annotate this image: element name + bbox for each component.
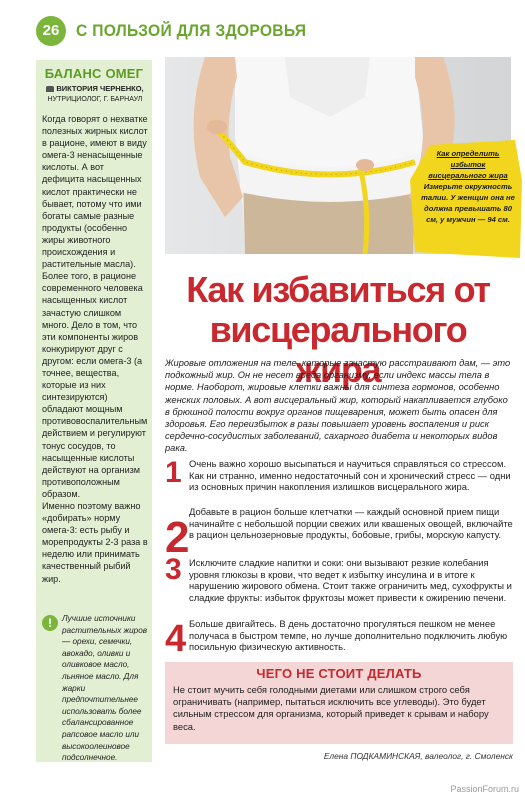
article-headline: Как избавиться от висцерального жира (186, 269, 490, 390)
exclamation-icon: ! (42, 615, 58, 631)
warning-title: ЧЕГО НЕ СТОИТ ДЕЛАТЬ (256, 666, 422, 681)
sidebar-title: БАЛАНС ОМЕГ (44, 66, 144, 81)
site-watermark: PassionForum.ru (450, 784, 519, 794)
page-number: 26 (36, 16, 66, 46)
sidebar-omega-balance (36, 60, 152, 762)
sidebar-author-role: НУТРИЦИОЛОГ, Г. БАРНАУЛ (47, 96, 143, 103)
sidebar-author (40, 84, 150, 94)
tip-number: 3 (165, 553, 182, 586)
tip-text: Исключите сладкие напитки и соки: они вызывают резкие колебания уровня глюкозы в крови, что ведет к избытку инсулина и в итоге к нарушению жирового обмена. Стоит также ограничить мед, сухофрукты и сладкие фрукты: избыток фруктозы может привести к ожирению печени. (189, 557, 512, 603)
warning-box (165, 662, 513, 744)
tip-number: 2 (165, 513, 190, 562)
tip-text: Добавьте в рацион больше клетчатки — каждый основной прием пищи начинайте с небольшой порции свежих или квашеных овощей, включайте в рацион цельнозерновые продукты, бобовые, грибы, морскую капусту. (189, 506, 513, 541)
sidebar-text (42, 113, 148, 585)
sidebar-author-name: ВИКТОРИЯ ЧЕРНЕНКО, (56, 84, 144, 93)
article-lead: Жировые отложения на теле, которые зачастую расстраивают дам, — это подкожный жир. Он не несет вреда организму, если индекс массы тела в норме. Наоборот, жировые клетки важны для синтеза гормонов, особенно женских половых. А вот висцеральный жир, который накапливается глубоко в брюшной полости вокруг органов пищеварения, может быть опасен для здоровья. Его переизбыток в разы повышает уровень воспаления и риск сердечно-сосудистых заболеваний, сахарного диабета и некоторых видов рака. (165, 358, 511, 454)
author-icon (46, 86, 54, 92)
article-signature: Елена ПОДКАМИНСКАЯ, валеолог, г. Смоленск (323, 751, 513, 761)
warning-text: Не стоит мучить себя голодными диетами или слишком строго себя ограничивать (например, пытаться исключить все углеводы). Это будет сильным стрессом для организма, который приведет к срывам и набору веса. (173, 684, 489, 732)
photo-caption-text: Измерьте окружность талии. У женщин она не должна превышать 80 см, у мужчин — 94 см. (421, 182, 515, 224)
tip-number: 1 (165, 456, 182, 489)
tip-text: Очень важно хорошо высыпаться и научиться справляться со стрессом. Как ни странно, именно недостаточный сон и хронический стресс — одни из основных причин накопления излишков висцерального жира. (189, 458, 511, 493)
photo-caption (421, 148, 515, 225)
section-title: С ПОЛЬЗОЙ ДЛЯ ЗДОРОВЬЯ (76, 21, 307, 40)
photo-caption-ref: Как определить избыток висцерального жира (428, 149, 508, 180)
sidebar-paragraph: Именно поэтому важно «добирать» норму омега-3: есть рыбу и морепродукты 2-3 раза в неделю или принимать качественный рыбий жир. (42, 501, 148, 584)
sidebar-paragraph: Когда говорят о нехватке полезных жирных кислот в рационе, имеют в виду омега-3 ненасыщенные кислоты. А вот дефицита насыщенных кислот практически не бывает, потому что ими богаты самые разные продукты (особенно жиры животного происхождения и растительные масла). Более того, в рационе современного человека насыщенных кислот зачастую слишком много. Дело в том, что эти компоненты жиров конкурируют друг с другом: если омега-3 (а точнее, вещества, которые из них синтезируются) обладают мощным противовоспалительным действием и регулируют тонус сосудов, то насыщенные кислоты действуют на организм противоположным образом. (42, 114, 148, 499)
sidebar-tip-text: Лучшие источники растительных жиров — орехи, семечки, авокадо, оливки и оливковое масло, льняное масло. Для жарки предпочтительнее использовать более сбалансированное рапсовое масло или высокоолеиновое подсолнечное. (62, 614, 148, 763)
tip-text: Больше двигайтесь. В день достаточно прогуляться пешком не менее получаса в быстром темпе, но лучше дополнительно подключить любую посильную физическую активность. (189, 618, 508, 653)
tip-number: 4 (165, 618, 187, 660)
